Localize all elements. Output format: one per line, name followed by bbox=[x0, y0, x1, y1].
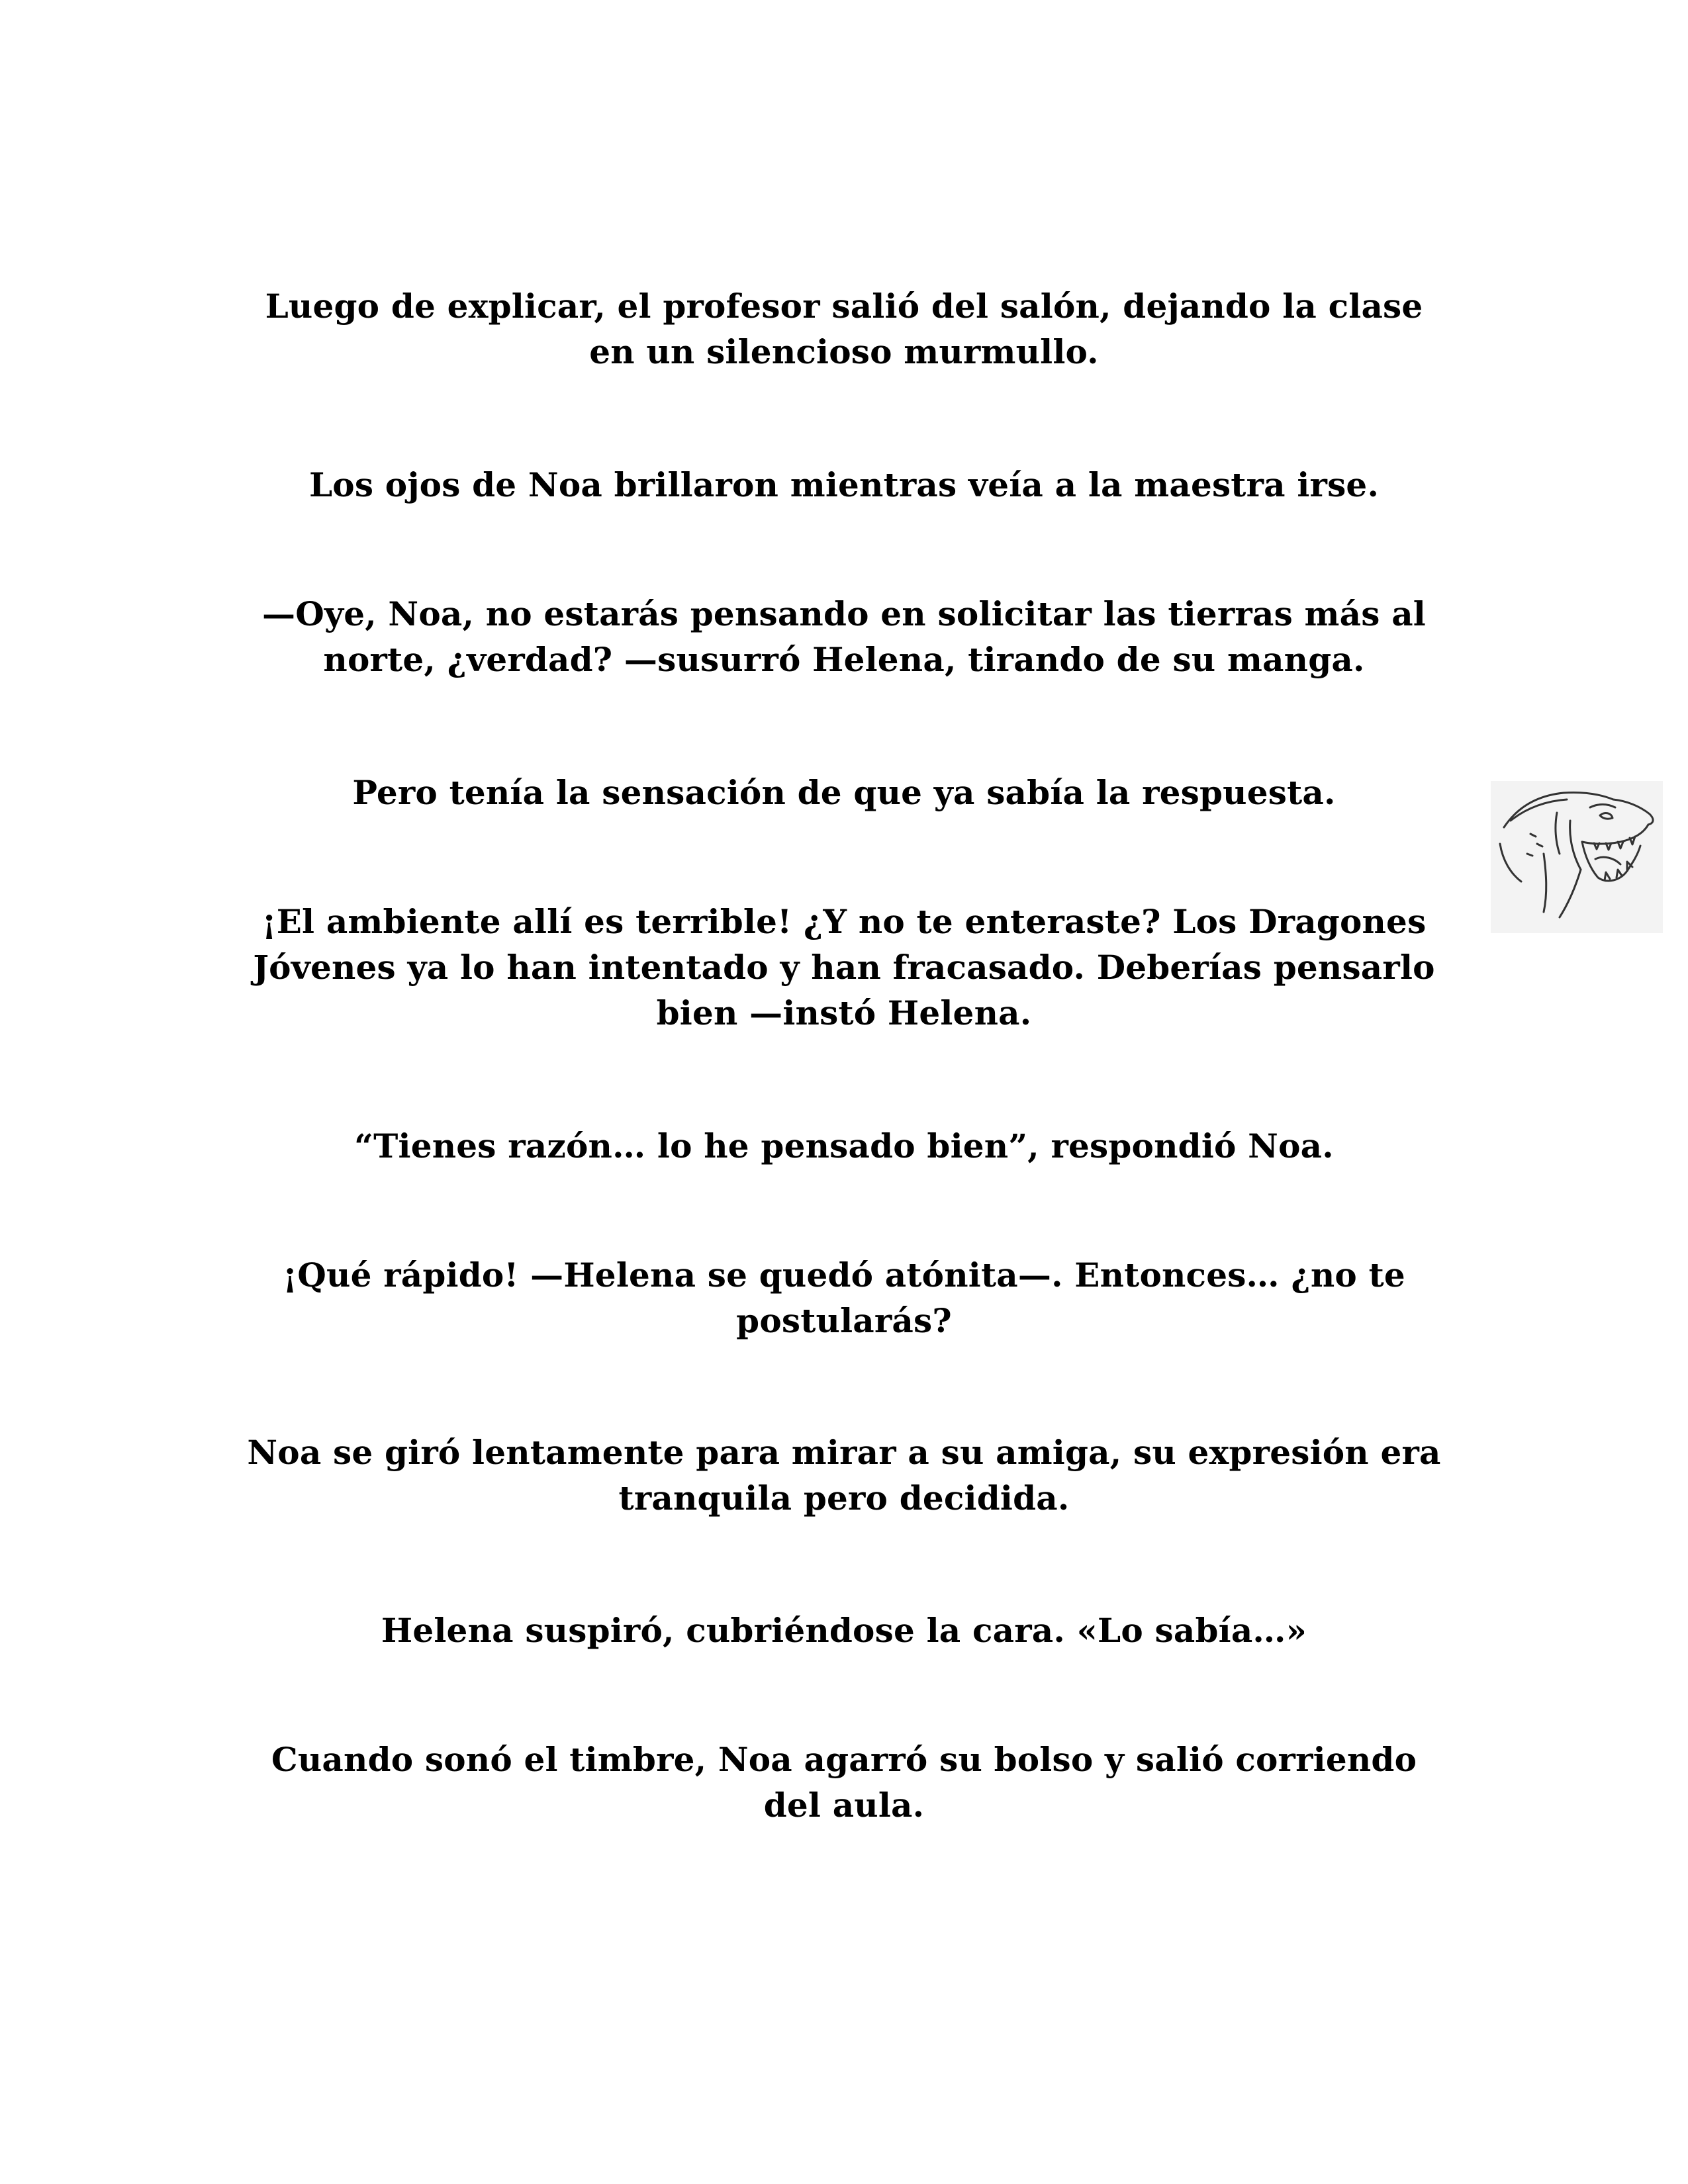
paragraph-9: Helena suspiró, cubriéndose la cara. «Lo sabía…» bbox=[381, 1611, 1307, 1650]
paragraph-7: ¡Qué rápido! —Helena se quedó atónita—. Entonces… ¿no te postularás? bbox=[283, 1255, 1405, 1340]
paragraph-4: Pero tenía la sensación de que ya sabía la respuesta. bbox=[352, 773, 1336, 812]
paragraph-10: Cuando sonó el timbre, Noa agarró su bolso y salió corriendo del aula. bbox=[271, 1740, 1417, 1825]
paragraph-1: Luego de explicar, el profesor salió del salón, dejando la clase en un silencioso murmullo. bbox=[265, 287, 1423, 371]
paragraph-3: —Oye, Noa, no estarás pensando en solicitar las tierras más al norte, ¿verdad? —susurró Helena, tirando de su manga. bbox=[262, 594, 1426, 679]
paragraph-5: ¡El ambiente allí es terrible! ¿Y no te enteraste? Los Dragones Jóvenes ya lo han intentado y han fracasado. Deberías pensarlo bien —instó Helena. bbox=[253, 902, 1435, 1032]
dinosaur-head-sketch-icon bbox=[1491, 781, 1663, 933]
paragraph-2: Los ojos de Noa brillaron mientras veía a la maestra irse. bbox=[308, 465, 1380, 504]
paragraph-8: Noa se giró lentamente para mirar a su amiga, su expresión era tranquila pero decidida. bbox=[247, 1433, 1441, 1518]
paragraph-6: “Tienes razón… lo he pensado bien”, respondió Noa. bbox=[354, 1126, 1334, 1165]
